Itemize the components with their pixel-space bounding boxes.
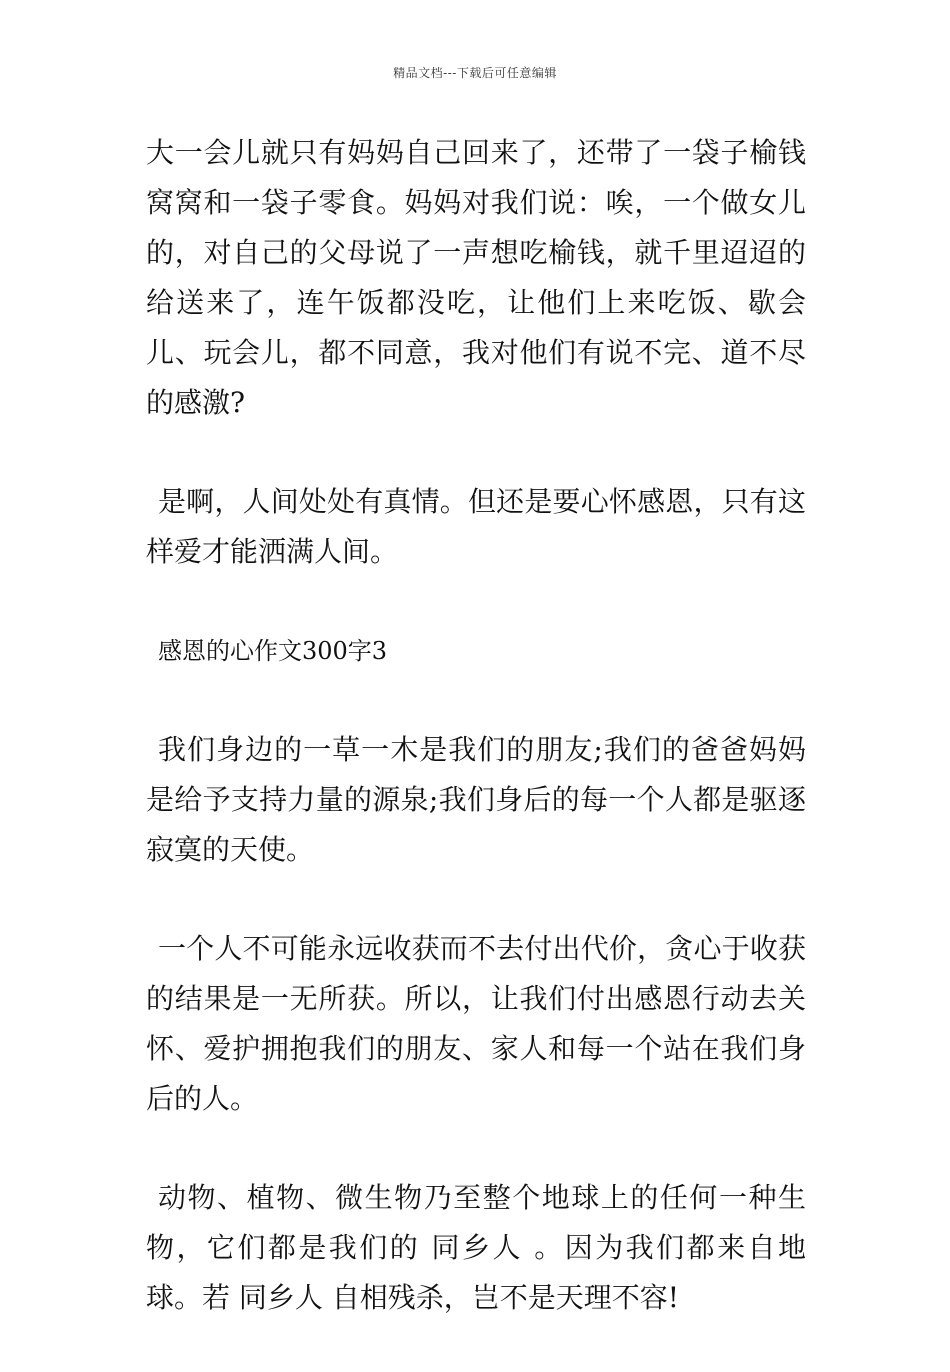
section-heading: 感恩的心作文300字3 — [158, 637, 388, 665]
paragraph-1: 大一会儿就只有妈妈自己回来了，还带了一袋子榆钱窝窝和一袋子零食。妈妈对我们说：唉，一个做女儿的，对自己的父母说了一声想吃榆钱，就千里迢迢的给送来了，连午饭都没吃，让他们上来吃饭、歇会儿、玩会儿，都不同意，我对他们有说不完、道不尽的感激? — [146, 136, 806, 419]
paragraph-2: 是啊，人间处处有真情。但还是要心怀感恩，只有这样爱才能洒满人间。 — [146, 485, 806, 568]
paragraph-3: 我们身边的一草一木是我们的朋友;我们的爸爸妈妈是给予支持力量的源泉;我们身后的每一个人都是驱逐寂寞的天使。 — [146, 733, 806, 866]
paragraph-5: 动物、植物、微生物乃至整个地球上的任何一种生物，它们都是我们的 同乡人 。因为我们都来自地球。若 同乡人 自相残杀，岂不是天理不容! — [146, 1181, 806, 1314]
page-header: 精品文档---下载后可任意编辑 — [393, 66, 557, 80]
paragraph-4: 一个人不可能永远收获而不去付出代价，贪心于收获的结果是一无所获。所以，让我们付出感恩行动去关怀、爱护拥抱我们的朋友、家人和每一个站在我们身后的人。 — [146, 932, 806, 1115]
document-body — [146, 128, 806, 1372]
